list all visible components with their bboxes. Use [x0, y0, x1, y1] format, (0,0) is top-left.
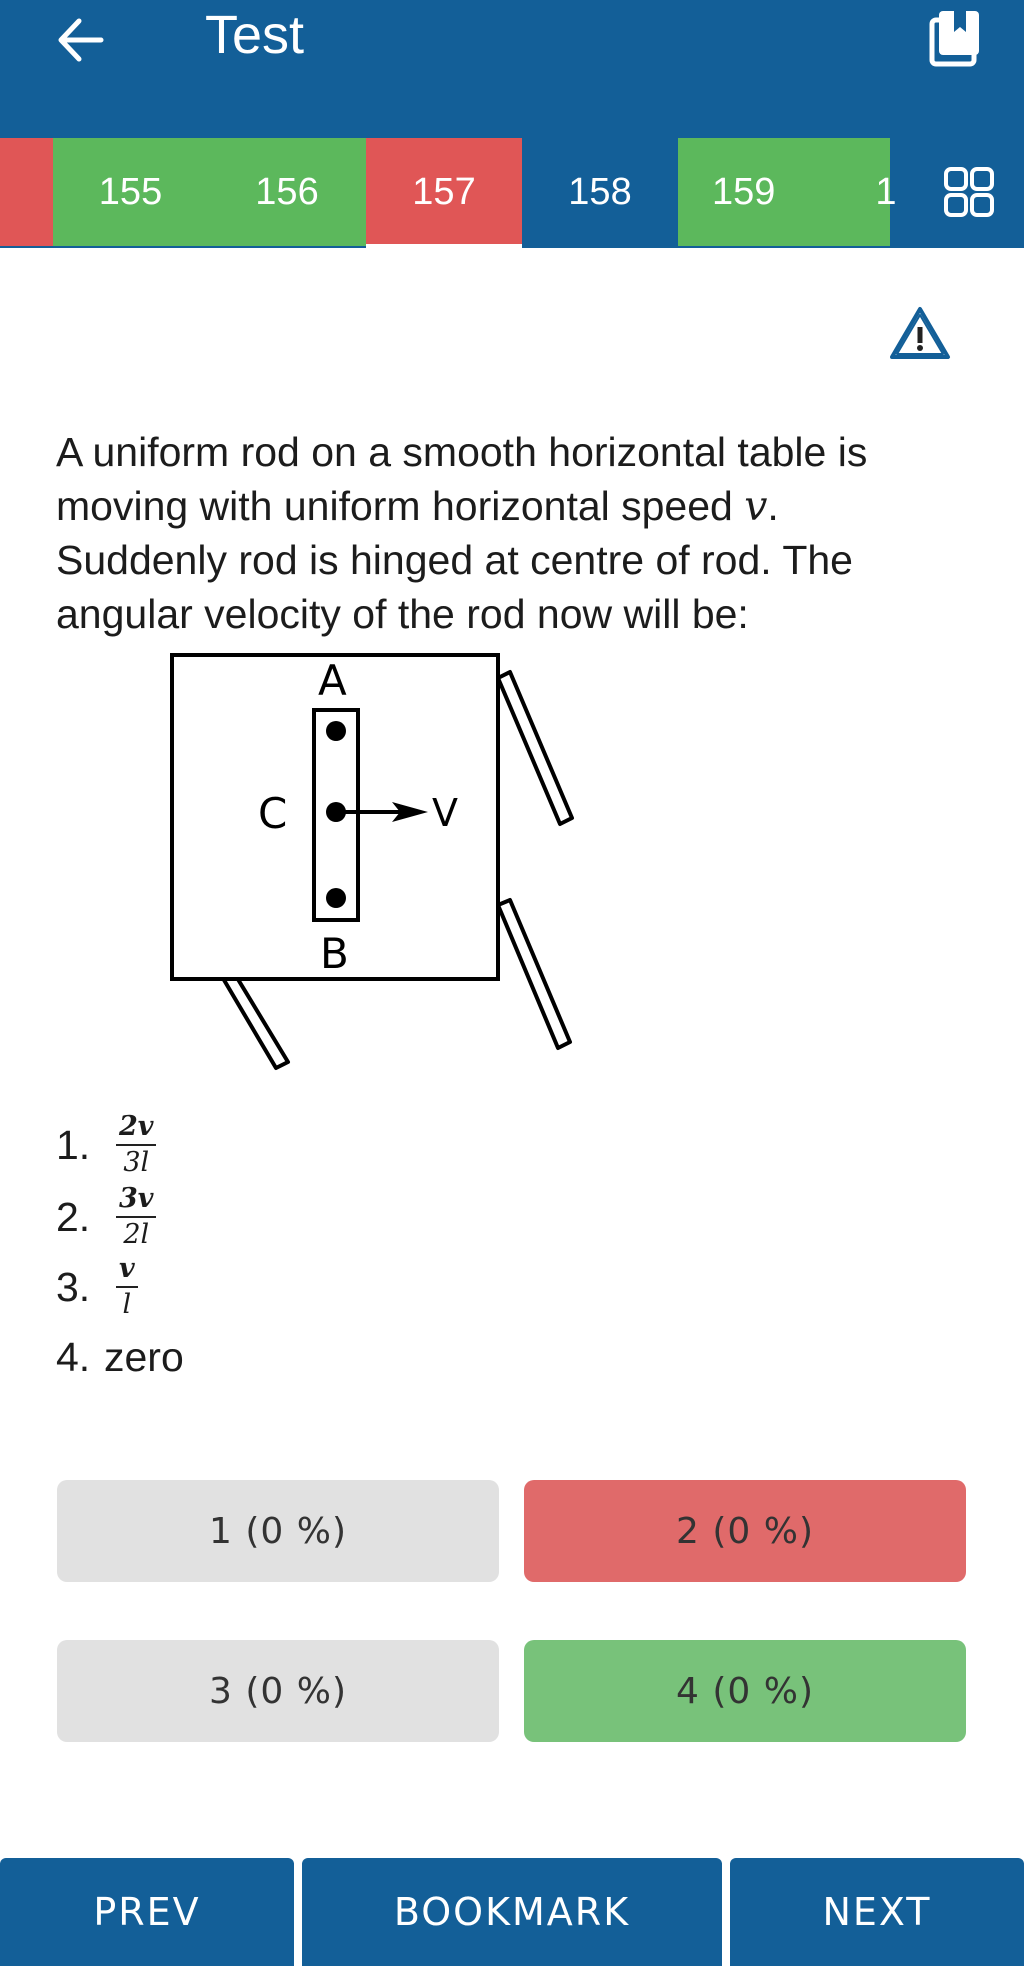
label-c: C: [258, 789, 288, 838]
fraction-denominator: 2l: [123, 1219, 150, 1250]
tab-gap: [366, 244, 522, 250]
bookmark-button[interactable]: BOOKMARK: [302, 1858, 722, 1966]
question-grid-button[interactable]: [914, 138, 1024, 246]
question-tab-label: 159: [712, 170, 776, 213]
answer-button-2[interactable]: 2 (0 %): [524, 1480, 966, 1582]
question-text-part: A uniform rod on a smooth horizontal table is moving with uniform horizontal speed: [56, 429, 868, 529]
question-tab-label: 1: [875, 170, 897, 213]
question-variable: v: [744, 482, 768, 530]
rod-table-diagram: [160, 650, 590, 1080]
question-tab-prev[interactable]: [0, 138, 53, 246]
label-v: V: [432, 791, 458, 835]
option-number: 1.: [56, 1121, 91, 1168]
question-tab[interactable]: 157: [366, 138, 522, 246]
fraction-denominator: l: [122, 1289, 132, 1320]
question-text: [56, 425, 956, 641]
page-title: Test: [205, 5, 305, 65]
option-item: [56, 1112, 156, 1178]
option-text: zero: [104, 1334, 184, 1380]
grid-icon: [942, 165, 996, 219]
option-fraction: [116, 1254, 138, 1320]
option-item: [56, 1334, 184, 1381]
option-number: 4.: [56, 1334, 91, 1380]
label-a: A: [318, 656, 347, 705]
fraction-denominator: 3l: [123, 1147, 150, 1178]
option-fraction: [116, 1184, 156, 1250]
label-b: B: [320, 929, 349, 978]
table-leg: [498, 900, 570, 1048]
next-button[interactable]: NEXT: [730, 1858, 1024, 1966]
question-tab-strip: [0, 138, 1024, 248]
answer-button-1[interactable]: 1 (0 %): [57, 1480, 499, 1582]
app-bar: [0, 0, 1024, 138]
question-tab-current[interactable]: 158: [522, 138, 678, 246]
question-tab[interactable]: [678, 138, 897, 246]
fraction-numerator: v: [116, 1254, 138, 1288]
fraction-numerator: 3v: [116, 1184, 156, 1218]
back-button[interactable]: [50, 10, 110, 70]
option-item: [56, 1184, 156, 1250]
answer-button-3[interactable]: 3 (0 %): [57, 1640, 499, 1742]
arrow-left-icon: [53, 13, 107, 67]
table-leg: [224, 976, 288, 1068]
question-text-part: . Suddenly rod is hinged at centre of rod. The angular velocity of the rod now will be:: [56, 483, 853, 637]
report-button[interactable]: [888, 305, 952, 361]
warning-triangle-icon: [888, 305, 952, 361]
option-number: 3.: [56, 1263, 91, 1310]
answer-button-4[interactable]: 4 (0 %): [524, 1640, 966, 1742]
option-item: [56, 1254, 138, 1320]
table-leg: [498, 672, 572, 824]
point-b: [326, 888, 346, 908]
fraction-numerator: 2v: [116, 1112, 156, 1146]
bookmark-book-icon: [922, 6, 986, 70]
question-tab[interactable]: 156: [208, 138, 366, 246]
question-tab[interactable]: 155: [53, 138, 208, 246]
bookmark-toggle[interactable]: [922, 6, 986, 70]
prev-button[interactable]: PREV: [0, 1858, 294, 1966]
option-number: 2.: [56, 1193, 91, 1240]
point-a: [326, 721, 346, 741]
option-fraction: [116, 1112, 156, 1178]
